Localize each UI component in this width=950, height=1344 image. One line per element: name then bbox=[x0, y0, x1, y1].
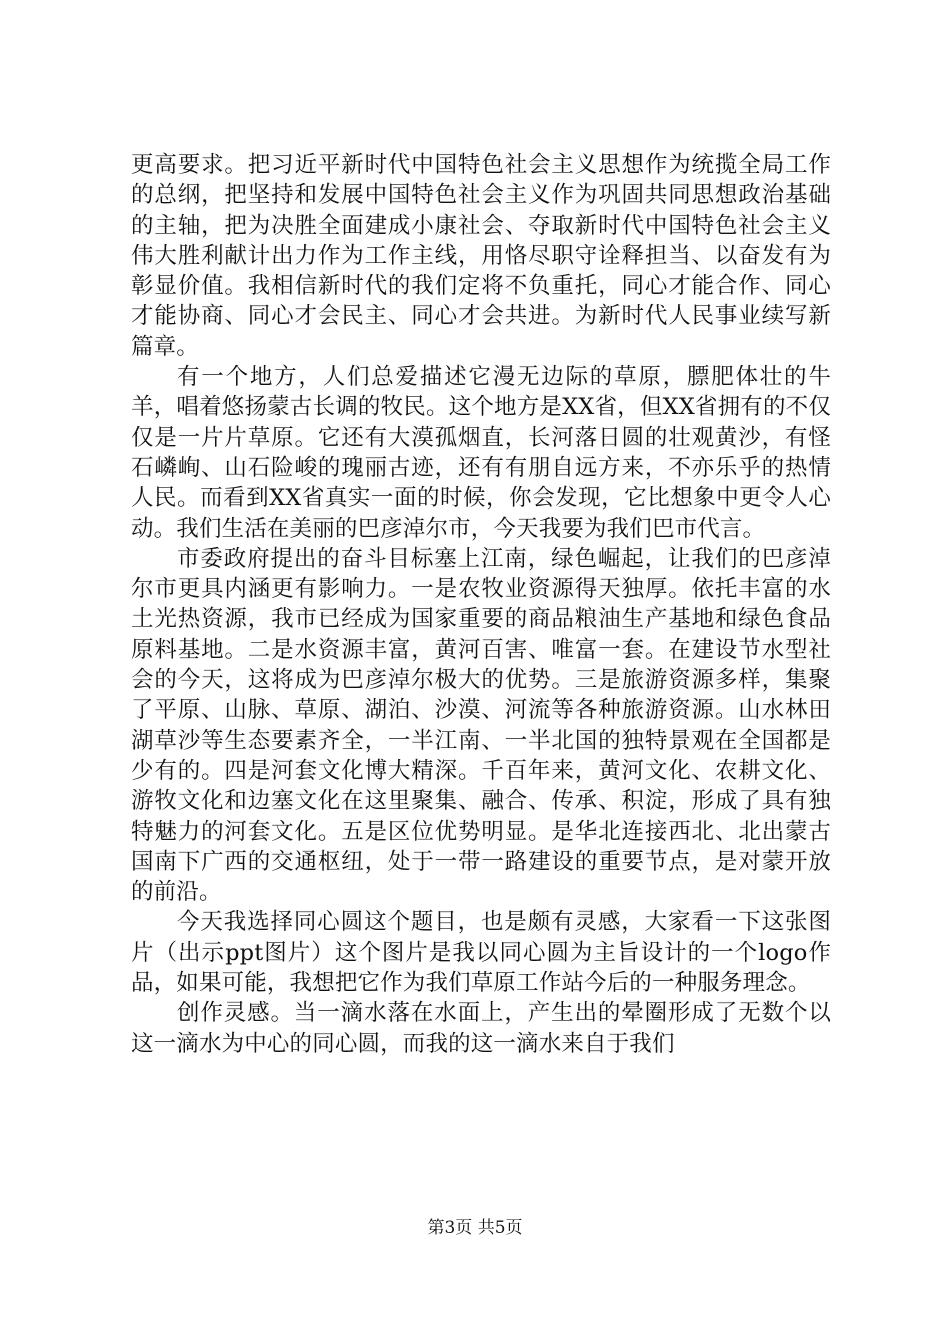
paragraph-3: 市委政府提出的奋斗目标塞上江南，绿色崛起，让我们的巴彦淖尔市更具内涵更有影响力。一是农牧业资源得天独厚。依托丰富的水土光热资源，我市已经成为国家重要的商品粮油生产基地和绿色食品原料基地。二是水资源丰富，黄河百害、唯富一套。在建设节水型社会的今天，这将成为巴彦淖尔极大的优势。三是旅游资源多样，集聚了平原、山脉、草原、湖泊、沙漠、河流等各种旅游资源。山水林田湖草沙等生态要素齐全，一半江南、一半北国的独特景观在全国都是少有的。四是河套文化博大精深。千百年来，黄河文化、农耕文化、游牧文化和边塞文化在这里聚集、融合、传承、积淀，形成了具有独特魅力的河套文化。五是区位优势明显。是华北连接西北、北出蒙古国南下广西的交通枢纽，处于一带一路建设的重要节点，是对蒙开放的前沿。 bbox=[131, 545, 831, 906]
paragraph-1: 更高要求。把习近平新时代中国特色社会主义思想作为统揽全局工作的总纲，把坚持和发展中国特色社会主义作为巩固共同思想政治基础的主轴，把为决胜全面建成小康社会、夺取新时代中国特色社会主义伟大胜利献计出力作为工作主线，用恪尽职守诠释担当、以奋发有为彰显价值。我相信新时代的我们定将不负重托，同心才能合作、同心才能协商、同心才会民主、同心才会共进。为新时代人民事业续写新篇章。 bbox=[131, 152, 831, 360]
paragraph-4: 今天我选择同心圆这个题目，也是颇有灵感，大家看一下这张图片（出示ppt图片）这个图片是我以同心圆为主旨设计的一个logo作品，如果可能，我想把它作为我们草原工作站今后的一种服务理念。 bbox=[131, 909, 831, 997]
document-body bbox=[131, 150, 831, 1059]
paragraph-2: 有一个地方，人们总爱描述它漫无边际的草原，膘肥体壮的牛羊，唱着悠扬蒙古长调的牧民。这个地方是XX省，但XX省拥有的不仅仅是一片片草原。它还有大漠孤烟直，长河落日圆的壮观黄沙，有怪石嶙峋、山石险峻的瑰丽古迹，还有有朋自远方来，不亦乐乎的热情人民。而看到XX省真实一面的时候，你会发现，它比想象中更令人心动。我们生活在美丽的巴彦淖尔市，今天我要为我们巴市代言。 bbox=[131, 364, 831, 542]
paragraph-5: 创作灵感。当一滴水落在水面上，产生出的晕圈形成了无数个以这一滴水为中心的同心圆，而我的这一滴水来自于我们 bbox=[131, 1000, 831, 1057]
page-number-footer: 第3页 共5页 bbox=[427, 1218, 523, 1238]
